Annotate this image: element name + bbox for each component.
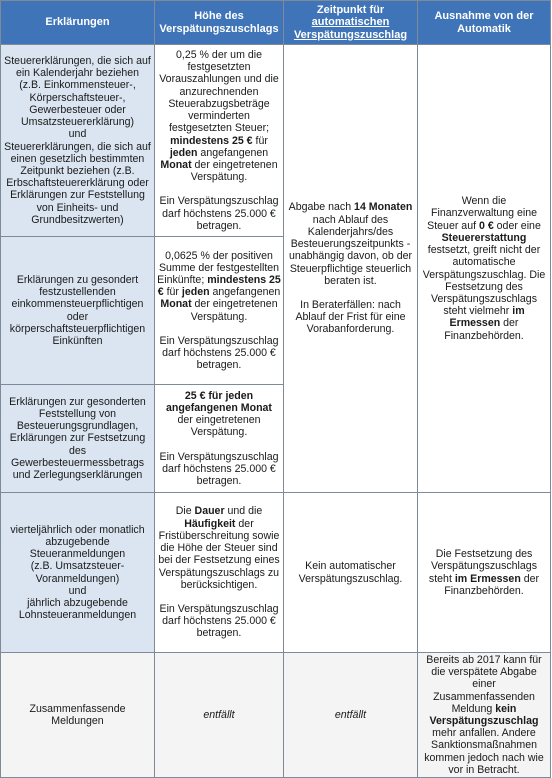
hoehe-bold-part: Monat: [160, 298, 192, 311]
zeitpunkt-berater: In Beraterfällen: nach Ablauf der Frist für eine Vorabanforderung.: [295, 298, 406, 336]
erklaerung-cell: [1, 45, 155, 237]
hoehe-text-part: für: [163, 286, 182, 299]
erklaerung-line: Erklärungen zu gesondert festzustellenden einkommensteuerpflichtigen oder körperschaftsteuerpflichtigen Einkünften: [9, 273, 146, 347]
hoehe-entfaellt: entfällt: [203, 708, 235, 721]
ausnahme-text-part: Die Festsetzung des Verspätungszuschlags steht: [428, 548, 537, 585]
zeitpunkt-bold-part: 14 Monaten: [354, 201, 413, 214]
hoehe-cell: [155, 237, 284, 385]
zeitpunkt-cell: [284, 493, 418, 653]
ausnahme-bold-part: kein Verspätungszuschlag: [429, 702, 539, 728]
hoehe-cell: [155, 385, 284, 493]
hoehe-text: [157, 49, 281, 183]
erklaerung-line: (z.B. Einkommensteuer-, Körperschaftsteuer-, Gewerbesteuer oder Umsatzsteuererklärung): [19, 79, 136, 129]
table-row: [1, 653, 551, 778]
hoehe-text-part: angefangenen: [197, 146, 269, 159]
zeitpunkt-text: Kein automatischer Verspätungszuschlag.: [298, 560, 403, 585]
erklaerung-line: Erklärungen zur gesonderten Feststellung von Besteuerungsgrundlagen, Erklärungen zur Festsetzung des Gewerbesteuermessbetrags und Zerlegungserklärungen: [9, 395, 146, 481]
hoehe-bold-part: jeden: [181, 286, 210, 299]
ausnahme-cell: [418, 653, 551, 778]
header-zeitpunkt-line1: Zeitpunkt für: [316, 3, 385, 16]
hoehe-text-part: der eingetretenen Verspätung.: [177, 414, 261, 439]
zeitpunkt-entfaellt: entfällt: [334, 708, 367, 721]
erklaerung-cell: [1, 653, 155, 778]
hoehe-text-part: der eingetretenen Verspätung.: [190, 298, 278, 323]
header-hoehe: [155, 1, 284, 45]
zeitpunkt-merged-cell: [284, 45, 418, 493]
hoehe-text: [157, 250, 281, 323]
header-erklaerungen: [1, 1, 155, 45]
erklaerung-line: Steuererklärungen, die sich auf ein Kalenderjahr beziehen: [4, 55, 151, 80]
ausnahme-text: [420, 548, 548, 597]
hoehe-text-part: für: [252, 134, 268, 147]
ausnahme-bold-part: im Ermessen: [449, 305, 525, 330]
erklaerung-line: vierteljährlich oder monatlich abzugebende Steueranmeldungen: [10, 523, 145, 561]
ausnahme-bold-part: Steuererstattung: [441, 231, 527, 244]
hoehe-bold-part: Dauer: [194, 505, 225, 518]
hoehe-cell: [155, 493, 284, 653]
hoehe-text-part: der Fristüberschreitung sowie die Höhe der Steuer sind bei der Festsetzung eines Verspätungszuschlags zu berücksichtigen.: [158, 517, 280, 591]
hoehe-text-part: 0,0625 % der positiven Summe der festgestellten Einkünfte;: [157, 249, 280, 286]
hoehe-text-part: angefangenen: [209, 286, 281, 299]
erklaerung-line: (z.B. Umsatzsteuer-Voranmeldungen): [30, 560, 125, 585]
erklaerung-line: und: [68, 584, 87, 597]
zeitpunkt-text: [286, 201, 415, 286]
hoehe-limit: Ein Verspätungszuschlag darf höchstens 25.000 € betragen.: [159, 450, 279, 487]
ausnahme-text-part: oder eine: [493, 219, 541, 232]
erklaerung-cell: [1, 385, 155, 493]
hoehe-bold-part: mindestens 25 €: [157, 273, 281, 299]
erklaerung-cell: [1, 237, 155, 385]
header-row: [1, 1, 551, 45]
hoehe-text-part: Die: [175, 505, 195, 518]
ausnahme-text-part: der Finanzbehörden.: [444, 317, 524, 342]
zeitpunkt-text-part: nach Ablauf des Kalenderjahrs/des Besteuerungszeitpunkts - unabhängig davon, ob der Steuerpflichtige steuerlich beraten ist.: [288, 213, 413, 287]
ausnahme-text-part: festsetzt, greift nicht der automatische Verspätungszuschlag. Die Festsetzung des Verspätungszuschlags steht vielmehr: [422, 244, 546, 318]
ausnahme-text-part: mehr anfallen. Andere Sanktionsmaßnahmen kommen jedoch nach wie vor in Betracht.: [424, 727, 544, 776]
zeitpunkt-cell: [284, 653, 418, 778]
hoehe-limit: Ein Verspätungszuschlag darf höchstens 25.000 € betragen.: [159, 195, 279, 232]
header-ausnahme-text: Ausnahme von der Automatik: [434, 10, 534, 35]
hoehe-text: [157, 390, 281, 439]
hoehe-cell: [155, 45, 284, 237]
header-zeitpunkt: [284, 1, 418, 45]
ausnahme-text-part: Bereits ab 2017 kann für die verspätete Abgabe einer Zusammenfassenden Meldung: [426, 654, 542, 715]
header-ausnahme: [418, 1, 551, 45]
hoehe-text: [157, 505, 281, 590]
ausnahme-bold-part: 0 €: [478, 219, 494, 232]
ausnahme-text-part: Wenn die Finanzverwaltung eine Steuer auf: [427, 195, 537, 232]
hoehe-limit: Ein Verspätungszuschlag darf höchstens 25.000 € betragen.: [159, 334, 279, 372]
zeitpunkt-text-part: Abgabe nach: [288, 201, 355, 214]
header-erklaerungen-text: Erklärungen: [45, 16, 110, 29]
hoehe-bold-part: Häufigkeit: [184, 517, 236, 530]
hoehe-bold-part: jeden: [169, 146, 198, 159]
ausnahme-text-part: der Finanzbehörden.: [444, 572, 540, 597]
hoehe-text-part: und die: [224, 505, 263, 518]
erklaerung-line: Zusammenfassende Meldungen: [29, 702, 126, 728]
hoehe-bold-part: mindestens 25 €: [170, 134, 253, 147]
ausnahme-text: [420, 195, 548, 341]
hoehe-text-part: 0,25 % der um die festgesetzten Vorauszahlungen und die anzurechnenden Steuerabzugsbeträge verminderten festgesetzten Steuer;: [159, 49, 279, 135]
erklaerung-cell: [1, 493, 155, 653]
table-row: [1, 45, 551, 237]
hoehe-bold-part: 25 € für jeden angefangenen Monat: [166, 389, 272, 414]
table-row: [1, 493, 551, 653]
hoehe-limit: Ein Verspätungszuschlag darf höchstens 25.000 € betragen.: [159, 602, 279, 640]
erklaerung-line: und: [68, 128, 87, 141]
hoehe-cell: [155, 653, 284, 778]
header-zeitpunkt-line2: automatischen Verspätungszuschlag: [293, 16, 408, 41]
ausnahme-bold-part: im Ermessen: [454, 572, 521, 585]
header-hoehe-text: Höhe des Verspätungszuschlags: [159, 10, 279, 35]
erklaerung-line: jährlich abzugebende Lohnsteueranmeldungen: [18, 596, 137, 622]
ausnahme-cell: [418, 493, 551, 653]
ausnahme-text: [420, 654, 548, 776]
ausnahme-merged-cell: [418, 45, 551, 493]
erklaerung-line: Steuererklärungen, die sich auf einen gesetzlich bestimmten Zeitpunkt beziehen (z.B. Erbschaftsteuererklärung oder Erklärungen zur Feststellung von Einheits- und Grundbesitzwerten): [4, 140, 151, 226]
hoehe-bold-part: Monat: [160, 158, 192, 171]
hoehe-text-part: der eingetretenen Verspätung.: [190, 158, 278, 184]
